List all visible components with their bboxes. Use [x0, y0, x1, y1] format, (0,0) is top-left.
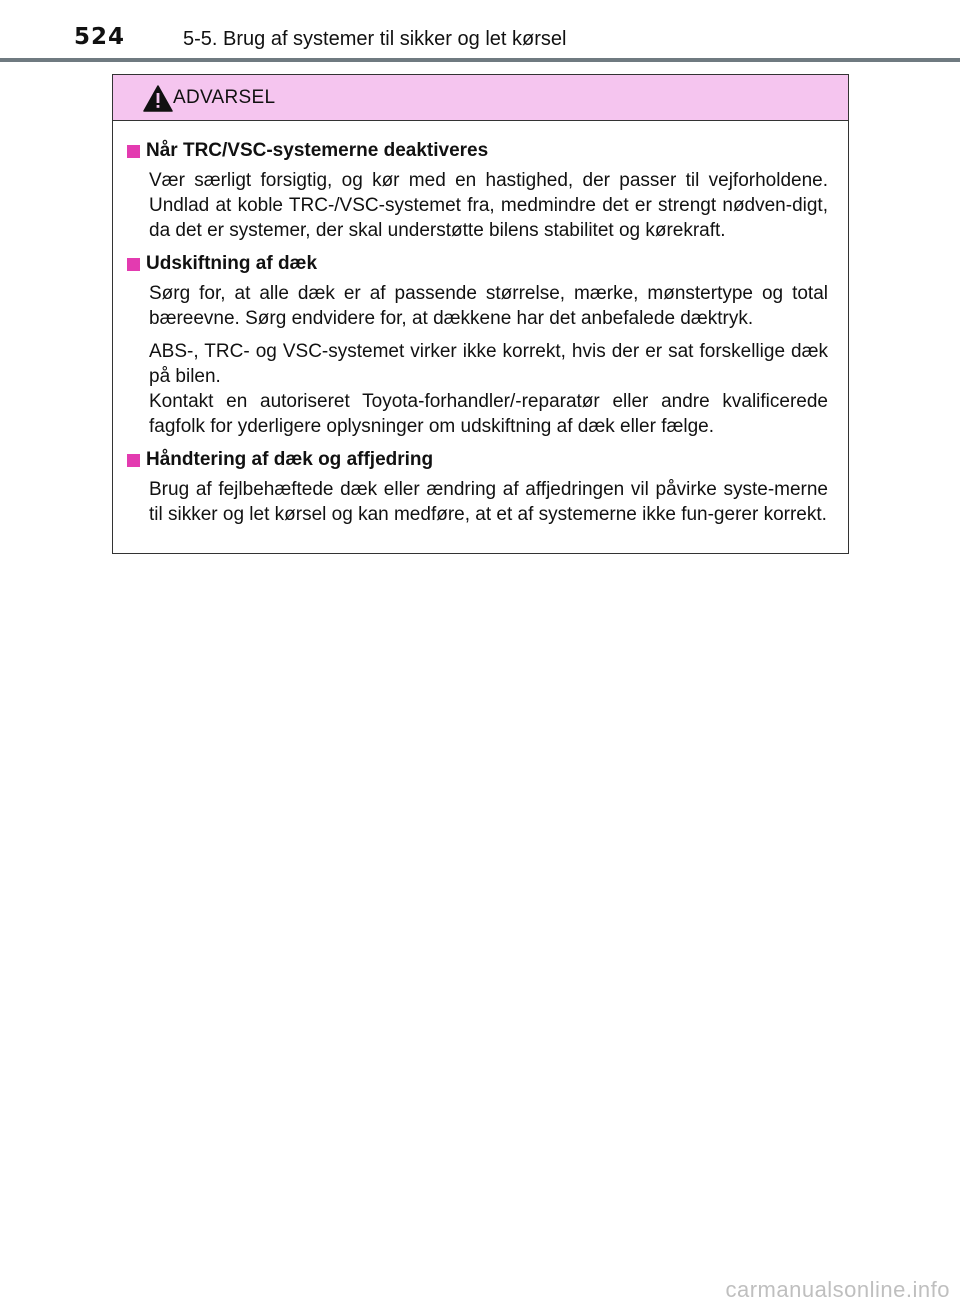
- section-heading-text: Når TRC/VSC-systemerne deaktiveres: [146, 140, 489, 161]
- header-rule: [0, 58, 960, 62]
- bullet-square-icon: [127, 454, 140, 467]
- section-title: 5-5. Brug af systemer til sikker og let kørsel: [183, 28, 567, 50]
- section-heading-text: Håndtering af dæk og affjedring: [146, 449, 434, 470]
- section-heading: [127, 251, 828, 277]
- page-header: [0, 0, 960, 62]
- warning-header: [113, 75, 848, 121]
- paragraph: ABS-, TRC- og VSC-systemet virker ikke korrekt, hvis der er sat forskellige dæk på bilen.: [149, 341, 828, 387]
- paragraph: Kontakt en autoriseret Toyota-forhandler/-reparatør eller andre kvalificerede fagfolk for yderligere oplysninger om udskiftning af dæk eller fælge.: [149, 391, 828, 437]
- warning-body: [113, 121, 848, 527]
- paragraph: Brug af fejlbehæftede dæk eller ændring af affjedringen vil påvirke syste-merne til sikker og let kørsel og kan medføre, at et af systemerne ikke fun-gerer korrekt.: [149, 479, 828, 525]
- warning-title: ADVARSEL: [173, 87, 276, 108]
- section-heading: [127, 138, 828, 164]
- section-heading-text: Udskiftning af dæk: [146, 253, 318, 274]
- page-number: 524: [74, 24, 126, 50]
- bullet-square-icon: [127, 258, 140, 271]
- warning-triangle-icon: [143, 85, 173, 112]
- paragraph: Vær særligt forsigtig, og kør med en hastighed, der passer til vejforholdene. Undlad at koble TRC-/VSC-systemet fra, medmindre det er strengt nødven-digt, da det er systemer, der skal understøtte bilens stabilitet og kørekraft.: [149, 170, 828, 241]
- watermark: carmanualsonline.info: [725, 1277, 950, 1302]
- warning-box: [112, 74, 849, 554]
- paragraph: Sørg for, at alle dæk er af passende størrelse, mærke, mønstertype og total bæreevne. Sørg endvidere for, at dækkene har det anbefalede dæktryk.: [149, 283, 828, 329]
- bullet-square-icon: [127, 145, 140, 158]
- section-heading: [127, 447, 828, 473]
